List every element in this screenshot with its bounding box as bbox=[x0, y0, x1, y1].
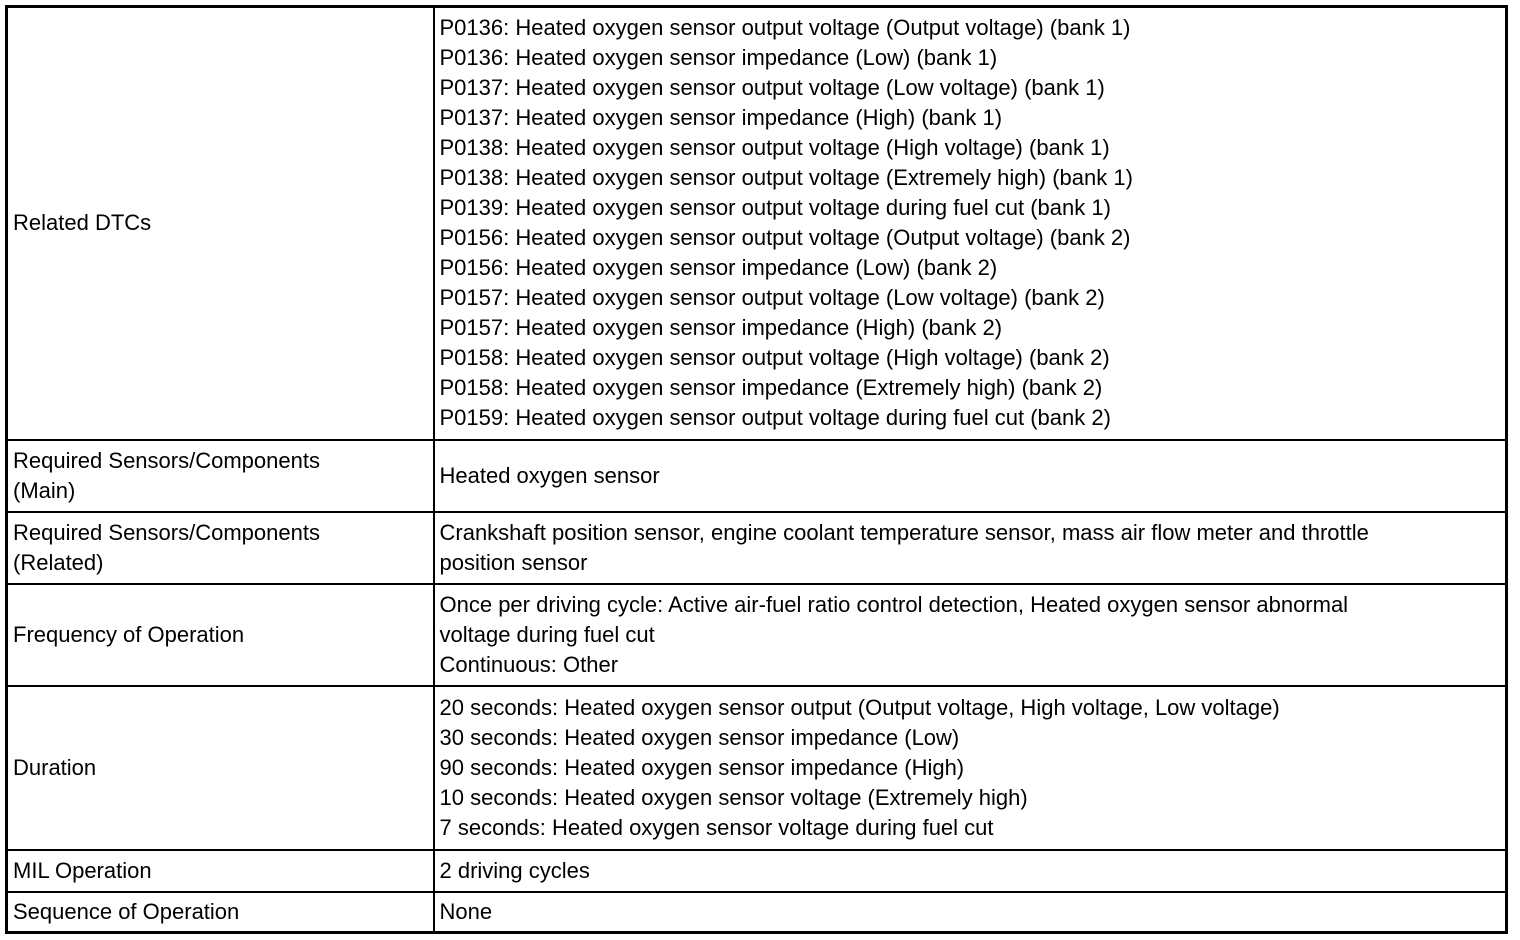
dtc-line: P0156: Heated oxygen sensor output voltage (Output voltage) (bank 2) bbox=[439, 225, 1131, 251]
label-cell bbox=[7, 686, 434, 850]
value-cell bbox=[434, 686, 1507, 850]
dtc-line: P0136: Heated oxygen sensor output voltage (Output voltage) (bank 1) bbox=[439, 15, 1131, 41]
row-duration bbox=[7, 686, 1507, 850]
label-text: Frequency of Operation bbox=[13, 621, 245, 647]
value-text: 30 seconds: Heated oxygen sensor impedance (Low) bbox=[439, 724, 960, 750]
value-text: 90 seconds: Heated oxygen sensor impedance (High) bbox=[439, 754, 965, 780]
dtc-line: P0157: Heated oxygen sensor output voltage (Low voltage) (bank 2) bbox=[439, 285, 1105, 311]
value-text: 10 seconds: Heated oxygen sensor voltage (Extremely high) bbox=[439, 784, 1028, 810]
dtc-line: P0138: Heated oxygen sensor output voltage (High voltage) (bank 1) bbox=[439, 135, 1110, 161]
label-text: MIL Operation bbox=[13, 857, 152, 883]
dtc-line: P0158: Heated oxygen sensor output voltage (High voltage) (bank 2) bbox=[439, 345, 1110, 371]
label-text: Required Sensors/Components bbox=[13, 519, 320, 545]
value-text: None bbox=[439, 898, 493, 924]
dtc-line: P0159: Heated oxygen sensor output voltage during fuel cut (bank 2) bbox=[439, 405, 1111, 431]
value-text: Crankshaft position sensor, engine coolant temperature sensor, mass air flow meter and throttle bbox=[439, 519, 1369, 545]
label-cell bbox=[7, 7, 434, 440]
label-cell bbox=[7, 892, 434, 933]
label-text: (Main) bbox=[13, 477, 76, 503]
dtc-line: P0136: Heated oxygen sensor impedance (Low) (bank 1) bbox=[439, 45, 998, 71]
row-mil-operation bbox=[7, 850, 1507, 892]
label-text: (Related) bbox=[13, 549, 104, 575]
dtc-line: P0137: Heated oxygen sensor impedance (High) (bank 1) bbox=[439, 105, 1003, 131]
label-cell bbox=[7, 512, 434, 584]
row-related-dtcs bbox=[7, 7, 1507, 440]
value-text: position sensor bbox=[439, 549, 588, 575]
row-required-main bbox=[7, 440, 1507, 512]
dtc-line: P0138: Heated oxygen sensor output voltage (Extremely high) (bank 1) bbox=[439, 165, 1133, 191]
label-text: Duration bbox=[13, 754, 97, 780]
label-cell bbox=[7, 850, 434, 892]
value-text: Continuous: Other bbox=[439, 651, 619, 677]
label-cell bbox=[7, 440, 434, 512]
value-text: 2 driving cycles bbox=[439, 857, 590, 883]
value-text: Heated oxygen sensor bbox=[439, 462, 660, 488]
value-cell bbox=[434, 440, 1507, 512]
label-cell bbox=[7, 584, 434, 686]
value-cell bbox=[434, 584, 1507, 686]
dtc-line: P0157: Heated oxygen sensor impedance (High) (bank 2) bbox=[439, 315, 1003, 341]
dtc-line: P0158: Heated oxygen sensor impedance (Extremely high) (bank 2) bbox=[439, 375, 1103, 401]
dtc-line: P0156: Heated oxygen sensor impedance (Low) (bank 2) bbox=[439, 255, 998, 281]
label-text: Sequence of Operation bbox=[13, 898, 240, 924]
value-cell bbox=[434, 512, 1507, 584]
dtc-line: P0139: Heated oxygen sensor output voltage during fuel cut (bank 1) bbox=[439, 195, 1111, 221]
value-cell bbox=[434, 7, 1507, 440]
value-text: 7 seconds: Heated oxygen sensor voltage during fuel cut bbox=[439, 814, 994, 840]
value-text: voltage during fuel cut bbox=[439, 621, 655, 647]
label-text: Related DTCs bbox=[13, 210, 152, 236]
label-text: Required Sensors/Components bbox=[13, 447, 320, 473]
monitor-spec-table bbox=[5, 5, 1508, 934]
value-text: 20 seconds: Heated oxygen sensor output (Output voltage, High voltage, Low voltage) bbox=[439, 694, 1280, 720]
value-cell bbox=[434, 892, 1507, 933]
row-frequency bbox=[7, 584, 1507, 686]
value-text: Once per driving cycle: Active air-fuel ratio control detection, Heated oxygen sensor abnormal bbox=[439, 591, 1349, 617]
row-required-related bbox=[7, 512, 1507, 584]
value-cell bbox=[434, 850, 1507, 892]
row-sequence bbox=[7, 892, 1507, 933]
dtc-line: P0137: Heated oxygen sensor output voltage (Low voltage) (bank 1) bbox=[439, 75, 1105, 101]
